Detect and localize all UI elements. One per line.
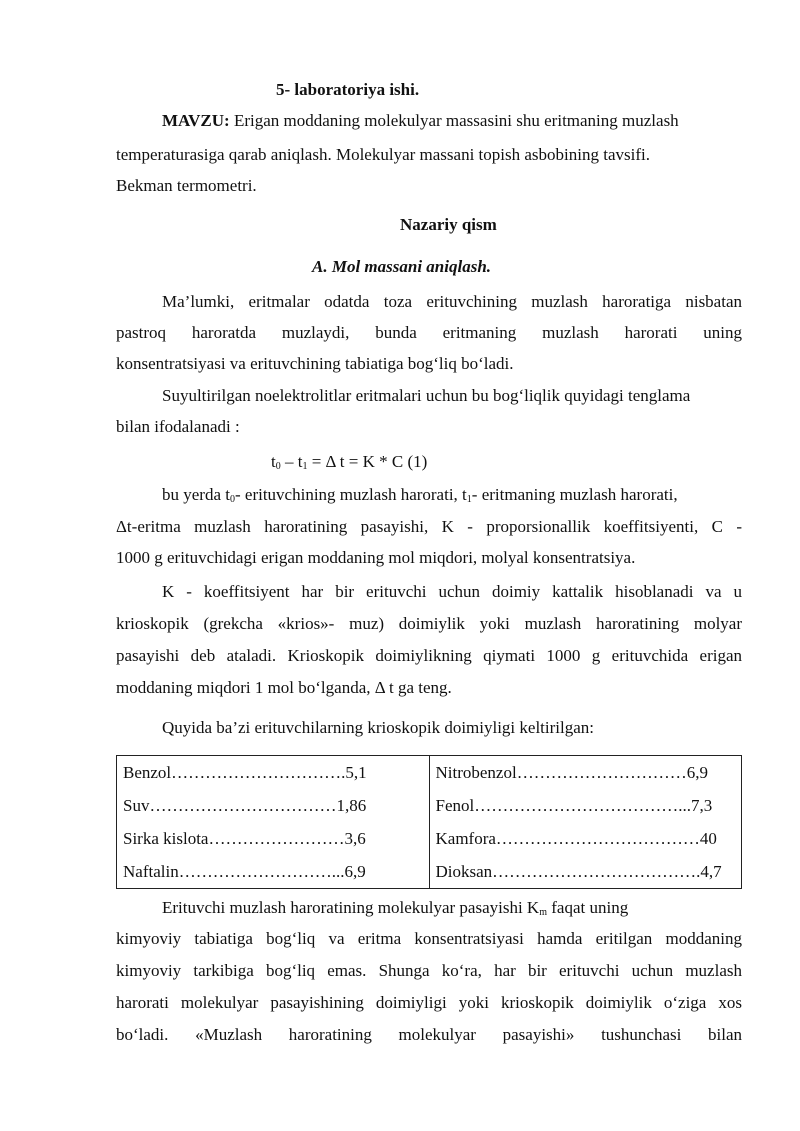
table-cell: Suv……………………………1,86 [123, 796, 367, 815]
para1-line-2: pastroq haroratda muzlaydi, bunda eritmaning muzlash harorati uning [116, 323, 742, 342]
table-cell: Dioksan……………………………….4,7 [435, 862, 722, 881]
table-cell: Nitrobenzol…………………………6,9 [435, 763, 708, 782]
para5: Quyida ba’zi erituvchilarning krioskopik doimiyligi keltirilgan: [162, 718, 594, 737]
table-cell: Kamfora………………………………40 [435, 829, 717, 848]
table-cell: Sirka kislota……………………3,6 [123, 829, 366, 848]
para1-line-3: konsentratsiyasi va erituvchining tabiatiga bog‘liq bo‘ladi. [116, 354, 514, 373]
para4-line-3: pasayishi deb ataladi. Krioskopik doimiylikning qiymati 1000 g erituvchida erigan [116, 646, 742, 665]
para6-line-2: kimyoviy tabiatiga bog‘liq va eritma konsentratsiyasi hamda eritilgan moddaning [116, 929, 742, 948]
formula: $t_0 - t_1 = \Delta$ t = K * C (1) [271, 452, 428, 472]
subsection-title: A. Mol massani aniqlash. [312, 257, 492, 276]
para3-line-2: Δt-eritma muzlash haroratining pasayishi, K - proporsionallik koeffitsiyenti, C - [116, 517, 742, 536]
para6-line-1: Erituvchi muzlash haroratining molekulyar pasayishi $K_m$ faqat uning [162, 898, 629, 918]
para3-line-3: 1000 g erituvchidagi erigan moddaning mol miqdori, molyal konsentratsiya. [116, 548, 636, 567]
para4-line-4: moddaning miqdori 1 mol bo‘lganda, Δ t ga teng. [116, 678, 452, 697]
topic-line-2: temperaturasiga qarab aniqlash. Molekulyar massani topish asbobining tavsifi. [116, 145, 650, 164]
topic-text-1: Erigan moddaning molekulyar massasini shu eritmaning muzlash [229, 111, 679, 130]
table-cell: Naftalin………………………...6,9 [123, 862, 366, 881]
para3-line-1: bu yerda $t_0-$ erituvchining muzlash harorati, $t_1-$ eritmaning muzlash harorati, [162, 485, 678, 505]
table-right-column [429, 756, 742, 889]
para4-line-2: krioskopik (grekcha «krios»- muz) doimiylik yoki muzlash haroratining molyar [116, 614, 742, 633]
para2-line-1: Suyultirilgan noelektrolitlar eritmalari uchun bu bog‘liqlik quyidagi tenglama [162, 386, 691, 405]
section-title: Nazariy qism [400, 215, 497, 234]
table-cell: Fenol………………………………...7,3 [435, 796, 713, 815]
table-cell: Benzol………………………….5,1 [123, 763, 367, 782]
cryoscopic-constants-table [116, 755, 742, 889]
para2-line-2: bilan ifodalanadi : [116, 417, 240, 436]
table-left-column [117, 756, 430, 889]
para6-line-4: harorati molekulyar pasayishining doimiyligi yoki krioskopik doimiylik o‘ziga xos [116, 993, 742, 1012]
para4-line-1: K - koeffitsiyent har bir erituvchi uchun doimiy kattalik hisoblanadi va u [162, 582, 742, 601]
topic-label: MAVZU: [162, 111, 230, 130]
topic-line-1 [162, 111, 679, 131]
lab-heading: 5- laboratoriya ishi. [276, 80, 420, 99]
para1-line-1: Ma’lumki, eritmalar odatda toza erituvchining muzlash haroratiga nisbatan [162, 292, 742, 311]
para6-line-5: bo‘ladi. «Muzlash haroratining molekulyar pasayishi» tushunchasi bilan [116, 1025, 742, 1044]
topic-line-3: Bekman termometri. [116, 176, 257, 195]
para6-line-3: kimyoviy tarkibiga bog‘liq emas. Shunga ko‘ra, har bir erituvchi uchun muzlash [116, 961, 742, 980]
